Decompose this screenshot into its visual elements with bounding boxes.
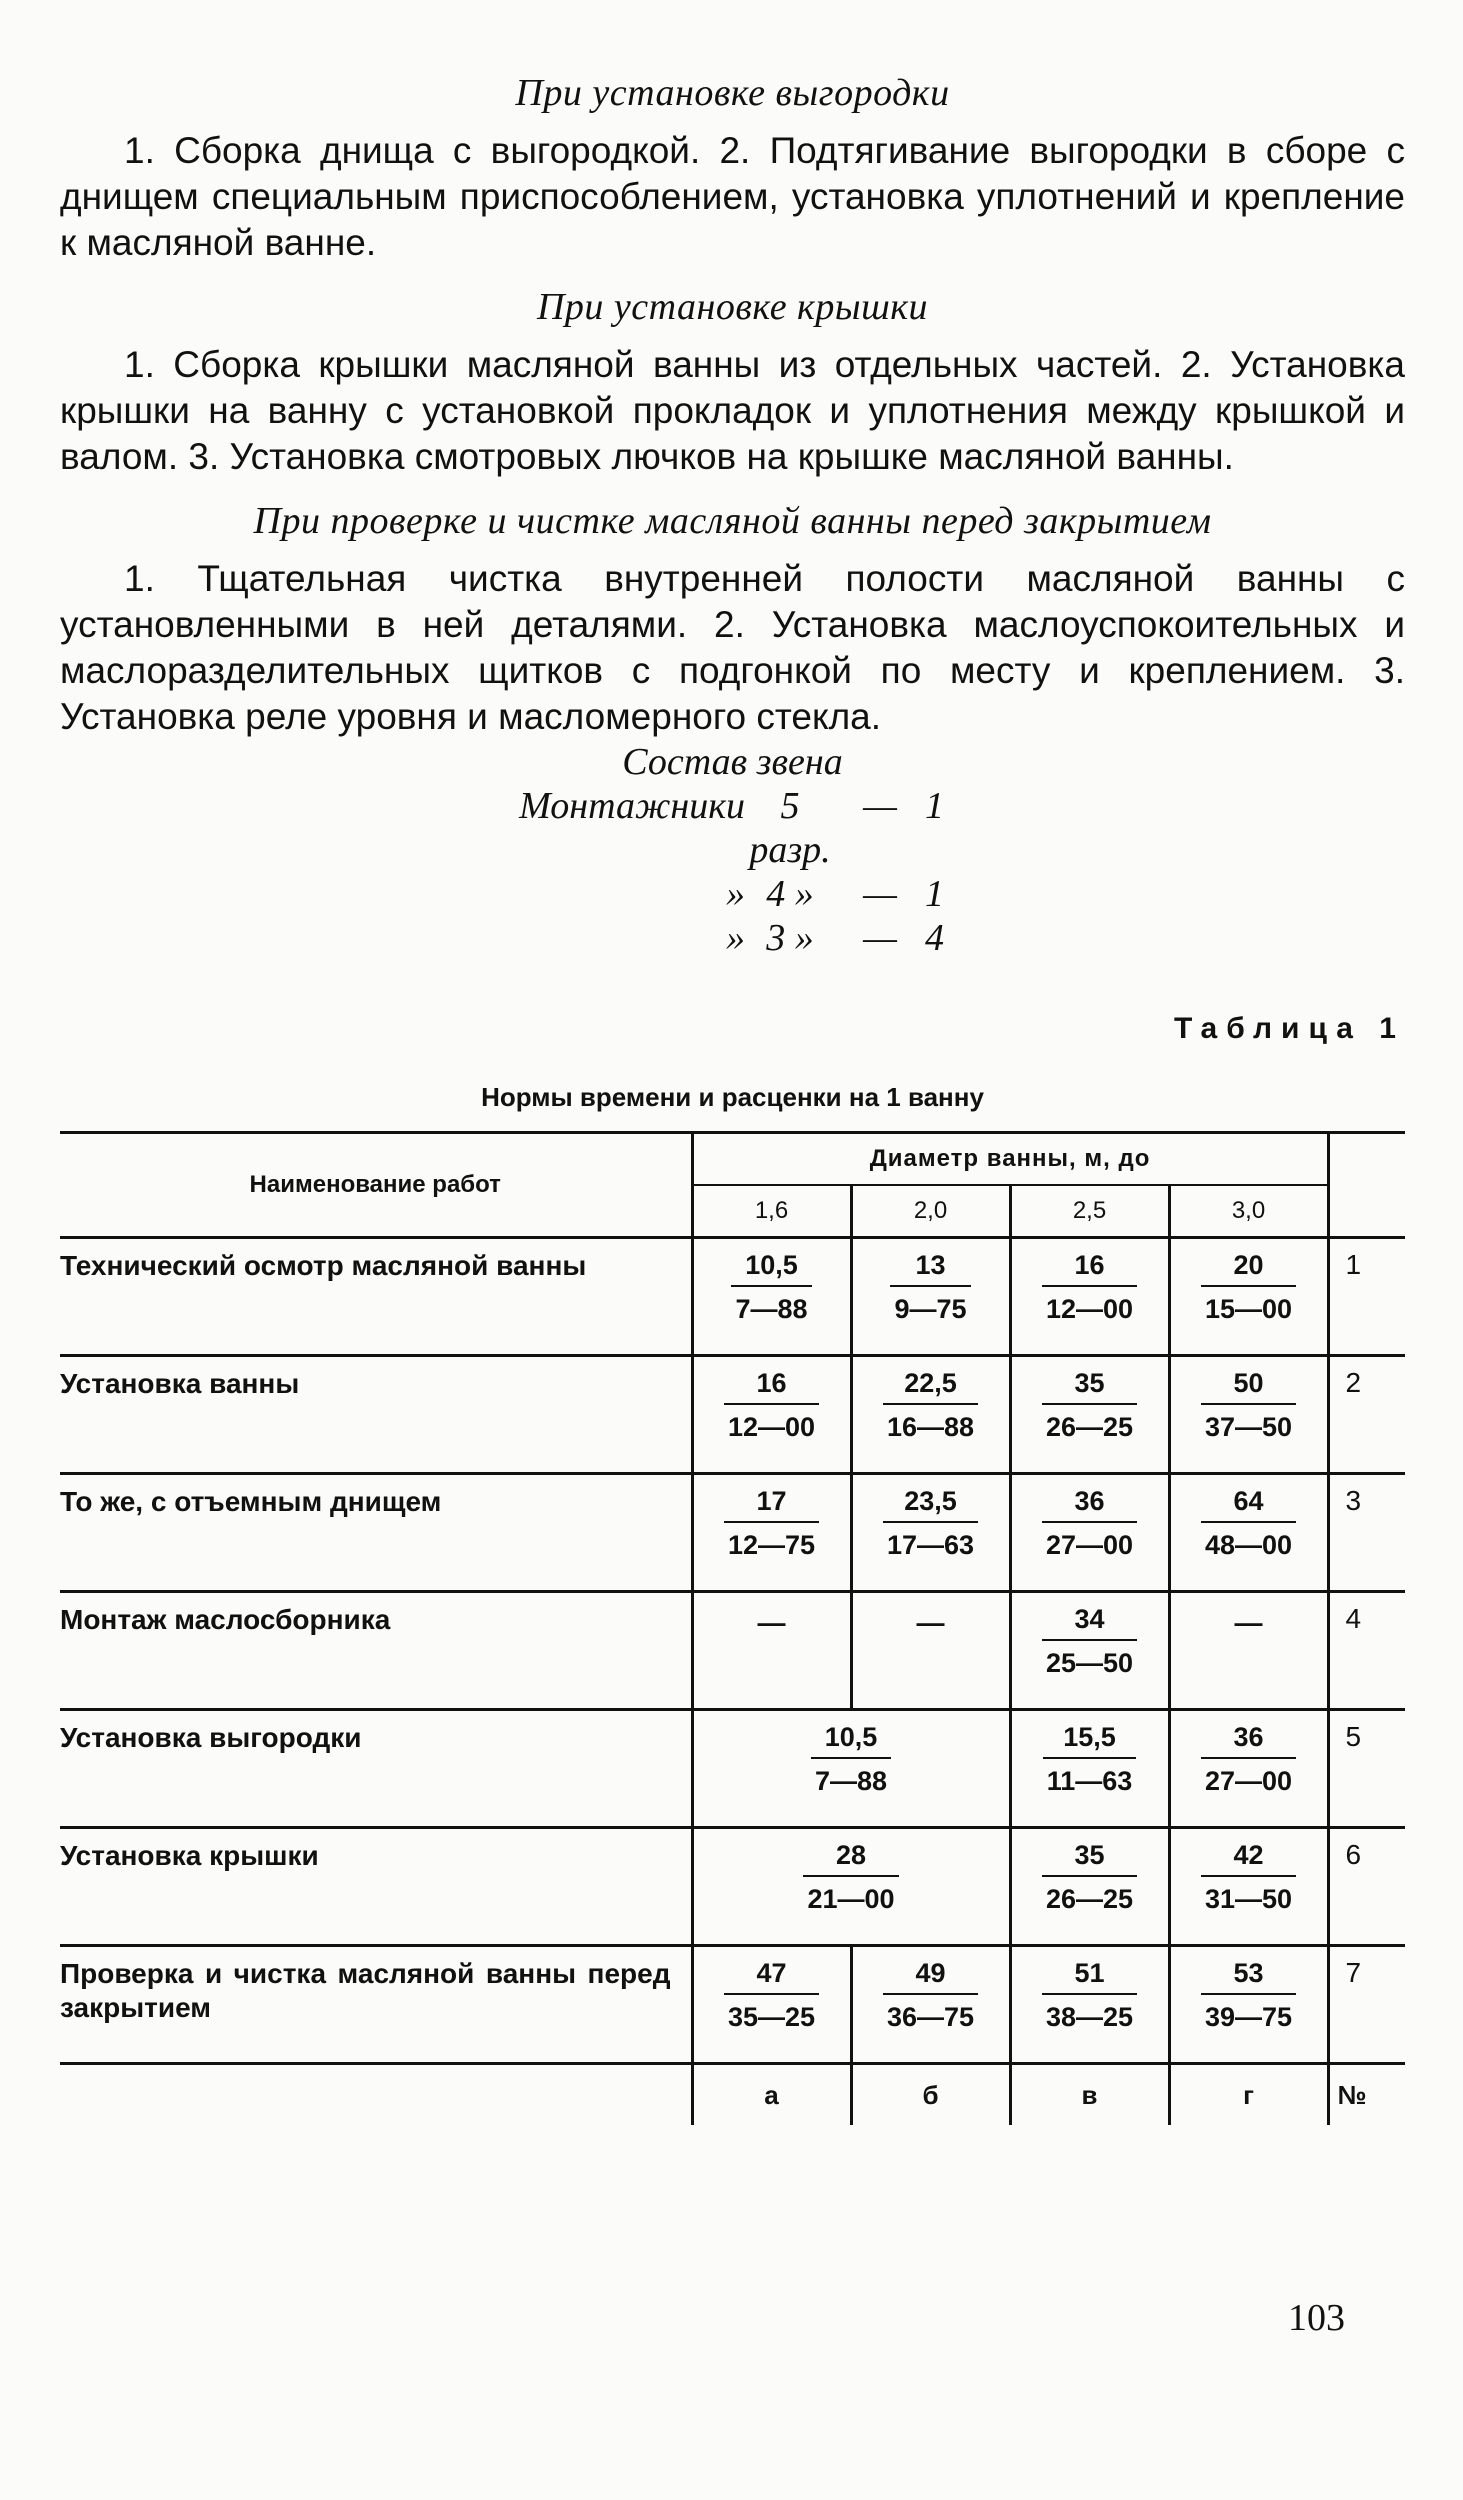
crew-row (60, 784, 1405, 872)
column-letter: б (851, 2064, 1010, 2126)
page (60, 0, 1405, 2500)
rate-price: 37—50 (1204, 1412, 1293, 1442)
rate-price: 17—63 (886, 1530, 975, 1560)
rate-price: 35—25 (727, 2002, 816, 2032)
table-row (60, 1710, 1405, 1828)
norm-cell (851, 1356, 1010, 1474)
row-number: 6 (1328, 1828, 1405, 1946)
empty-dash: — (757, 1607, 786, 1638)
header-diameter-value: 3,0 (1169, 1185, 1328, 1238)
rate-price: 12—00 (727, 1412, 816, 1442)
norm-cell (692, 1474, 851, 1592)
rate-price: 7—88 (814, 1766, 888, 1796)
rate-price: 12—00 (1045, 1294, 1134, 1324)
row-number: 1 (1328, 1238, 1405, 1356)
rate-price: 36—75 (886, 2002, 975, 2032)
work-name: То же, с отъемным днищем (60, 1474, 692, 1592)
time-norm: 22,5 (883, 1365, 978, 1405)
crew-cell: 4 (925, 917, 944, 959)
rate-price: 26—25 (1045, 1412, 1134, 1442)
work-name: Проверка и чистка масляной ванны перед закрытием (60, 1946, 692, 2064)
crew-row (60, 916, 1405, 960)
norm-rate-fraction (883, 1483, 978, 1563)
norm-cell-merged (692, 1710, 1010, 1828)
norm-cell (692, 1238, 851, 1356)
norm-cell (1169, 1356, 1328, 1474)
norm-cell (1010, 1474, 1169, 1592)
rate-price: 48—00 (1204, 1530, 1293, 1560)
norm-rate-fraction (1201, 1365, 1296, 1445)
time-norm: 16 (724, 1365, 819, 1405)
rate-price: 12—75 (727, 1530, 816, 1560)
norm-cell (692, 1592, 851, 1710)
row-number: 3 (1328, 1474, 1405, 1592)
section-paragraph: 1. Тщательная чистка внутренней полости масляной ванны с установленными в ней деталями. 2. Установка маслоуспокоительных и маслоразделительных щитков с подгонкой по месту и креплением. 3. Установка реле уровня и масломерного стекла. (60, 558, 1405, 737)
norm-rate-fraction (724, 1955, 819, 2035)
norm-rate-fraction (724, 1483, 819, 1563)
header-diameter-value: 2,0 (851, 1185, 1010, 1238)
table-title: Нормы времени и расценки на 1 ванну (481, 1082, 984, 1112)
header-diameter-value: 1,6 (692, 1185, 851, 1238)
norm-rate-fraction (1042, 1837, 1137, 1917)
crew-cell: 5 разр. (749, 785, 831, 871)
norm-rate-fraction (1043, 1719, 1137, 1799)
norm-rate-fraction (883, 1955, 978, 2035)
time-norm: 20 (1201, 1247, 1296, 1287)
rate-price: 21—00 (807, 1884, 895, 1914)
row-number: 5 (1328, 1710, 1405, 1828)
norm-cell (851, 1946, 1010, 2064)
norm-cell (692, 1946, 851, 2064)
crew-row (60, 872, 1405, 916)
crew-cell: 1 (925, 873, 944, 915)
work-name: Монтаж маслосборника (60, 1592, 692, 1710)
time-norm: 34 (1042, 1601, 1137, 1641)
header-work-name: Наименование работ (60, 1133, 692, 1238)
rate-price: 7—88 (735, 1294, 808, 1324)
norm-cell (1169, 1474, 1328, 1592)
norm-rate-fraction (890, 1247, 970, 1327)
norm-rate-fraction (1042, 1483, 1137, 1563)
norm-rate-fraction (803, 1837, 898, 1917)
rate-price: 16—88 (886, 1412, 975, 1442)
footer-blank (60, 2064, 692, 2126)
crew-title: Состав звена (622, 741, 843, 783)
rate-price: 11—63 (1046, 1766, 1133, 1796)
crew-cell: — (863, 873, 897, 915)
work-name: Установка ванны (60, 1356, 692, 1474)
norm-rate-fraction (1042, 1955, 1137, 2035)
norm-cell (1169, 1946, 1328, 2064)
row-number: 2 (1328, 1356, 1405, 1474)
time-norm: 64 (1201, 1483, 1296, 1523)
section-heading: При проверке и чистке масляной ванны перед закрытием (253, 500, 1212, 542)
norm-cell (1169, 1710, 1328, 1828)
row-number: 7 (1328, 1946, 1405, 2064)
table-row (60, 1474, 1405, 1592)
column-letter: № (1328, 2064, 1405, 2126)
norm-cell (851, 1238, 1010, 1356)
rate-price: 25—50 (1045, 1648, 1134, 1678)
time-norm: 51 (1042, 1955, 1137, 1995)
table-row (60, 1592, 1405, 1710)
work-name: Установка крышки (60, 1828, 692, 1946)
table-row (60, 1238, 1405, 1356)
time-norm: 23,5 (883, 1483, 978, 1523)
norm-cell-merged (692, 1828, 1010, 1946)
norm-cell (851, 1592, 1010, 1710)
section-heading: При установке выгородки (515, 72, 950, 114)
crew-cell: 4 » (766, 873, 814, 915)
norm-cell (1010, 1828, 1169, 1946)
rate-price: 26—25 (1045, 1884, 1134, 1914)
time-norm: 36 (1201, 1719, 1296, 1759)
crew-cell: Монтажники (519, 785, 745, 827)
time-norm: 10,5 (811, 1719, 891, 1759)
norm-rate-fraction (1201, 1837, 1296, 1917)
time-norm: 10,5 (731, 1247, 811, 1287)
norm-rate-fraction (1201, 1719, 1296, 1799)
header-number-blank (1328, 1185, 1405, 1238)
rate-price: 31—50 (1204, 1884, 1293, 1914)
norm-cell (1169, 1238, 1328, 1356)
time-norm: 13 (890, 1247, 970, 1287)
time-norm: 47 (724, 1955, 819, 1995)
norm-cell (1010, 1356, 1169, 1474)
column-letter: в (1010, 2064, 1169, 2126)
rate-price: 27—00 (1204, 1766, 1293, 1796)
norm-rate-fraction (1042, 1601, 1137, 1681)
text-sections (60, 70, 1405, 740)
table-footer-row (60, 2064, 1405, 2126)
norm-rate-fraction (1042, 1247, 1137, 1327)
header-diameter: Диаметр ванны, м, до (692, 1133, 1328, 1186)
rate-price: 9—75 (894, 1294, 967, 1324)
header-diameter-value: 2,5 (1010, 1185, 1169, 1238)
time-norm: 35 (1042, 1837, 1137, 1877)
norm-cell (1169, 1592, 1328, 1710)
empty-dash: — (916, 1607, 945, 1638)
column-letter: а (692, 2064, 851, 2126)
table-row (60, 1356, 1405, 1474)
row-number: 4 (1328, 1592, 1405, 1710)
time-norm: 16 (1042, 1247, 1137, 1287)
time-norm: 50 (1201, 1365, 1296, 1405)
time-norm: 49 (883, 1955, 978, 1995)
norm-rate-fraction (883, 1365, 978, 1445)
crew-composition (60, 740, 1405, 960)
section-paragraph: 1. Сборка днища с выгородкой. 2. Подтягивание выгородки в сборе с днищем специальным приспособлением, установка уплотнений и крепление к масляной ванне. (60, 130, 1405, 263)
header-number-blank (1328, 1133, 1405, 1186)
table-row (60, 1946, 1405, 2064)
norm-cell (851, 1474, 1010, 1592)
section-paragraph: 1. Сборка крышки масляной ванны из отдельных частей. 2. Установка крышки на ванну с установкой прокладок и уплотнения между крышкой и валом. 3. Установка смотровых лючков на крышке масляной ванны. (60, 344, 1405, 477)
norm-rate-fraction (1201, 1247, 1296, 1327)
crew-cell: » (726, 873, 745, 915)
norm-rate-fraction (1201, 1955, 1296, 2035)
time-norm: 28 (803, 1837, 898, 1877)
norm-rate-fraction (1042, 1365, 1137, 1445)
crew-cell: 3 » (766, 917, 814, 959)
table-row (60, 1828, 1405, 1946)
rate-price: 27—00 (1045, 1530, 1134, 1560)
norms-table (60, 1131, 1405, 2125)
time-norm: 36 (1042, 1483, 1137, 1523)
column-letter: г (1169, 2064, 1328, 2126)
time-norm: 42 (1201, 1837, 1296, 1877)
section-heading: При установке крышки (536, 286, 929, 328)
norm-cell (1010, 1238, 1169, 1356)
page-number: 103 (1288, 2297, 1345, 2339)
norm-cell (1169, 1828, 1328, 1946)
norm-cell (1010, 1710, 1169, 1828)
norm-rate-fraction (731, 1247, 811, 1327)
norm-cell (1010, 1592, 1169, 1710)
crew-cell: 1 (925, 785, 944, 827)
time-norm: 35 (1042, 1365, 1137, 1405)
table-label: Таблица 1 (1173, 1012, 1405, 1045)
rate-price: 39—75 (1204, 2002, 1293, 2032)
crew-cell: — (863, 785, 897, 827)
norm-rate-fraction (811, 1719, 891, 1799)
time-norm: 17 (724, 1483, 819, 1523)
empty-dash: — (1234, 1607, 1263, 1638)
norm-rate-fraction (724, 1365, 819, 1445)
rate-price: 38—25 (1045, 2002, 1134, 2032)
work-name: Установка выгородки (60, 1710, 692, 1828)
work-name: Технический осмотр масляной ванны (60, 1238, 692, 1356)
rate-price: 15—00 (1204, 1294, 1293, 1324)
time-norm: 15,5 (1043, 1719, 1137, 1759)
time-norm: 53 (1201, 1955, 1296, 1995)
crew-cell: » (726, 917, 745, 959)
norm-cell (1010, 1946, 1169, 2064)
crew-cell: — (863, 917, 897, 959)
norm-cell (692, 1356, 851, 1474)
norm-rate-fraction (1201, 1483, 1296, 1563)
